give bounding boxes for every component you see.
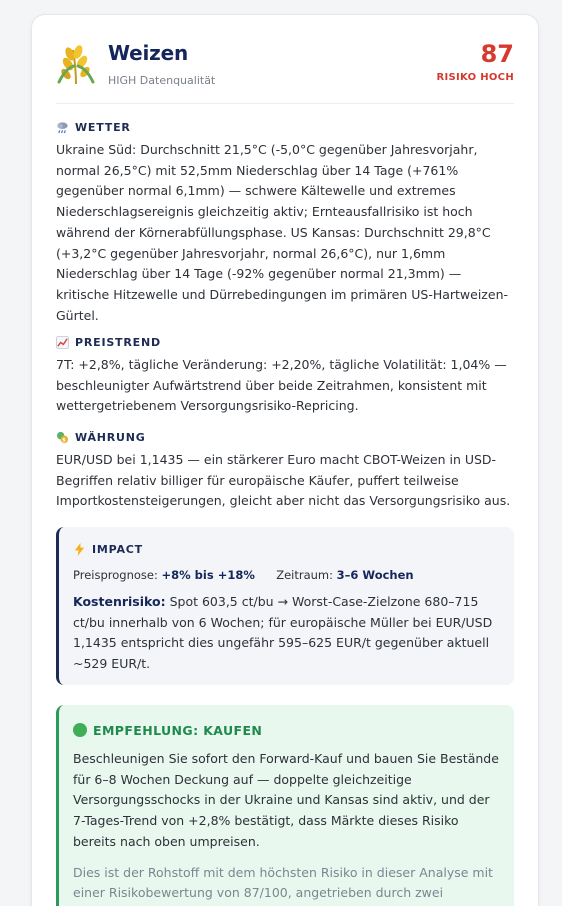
impact-forecast-line: [73, 568, 500, 586]
forecast-label: Preisprognose:: [73, 568, 158, 582]
card-header: [56, 15, 514, 104]
wheat-icon: [56, 42, 96, 86]
chart-up-icon: [56, 336, 69, 349]
recommendation-title: [73, 721, 500, 739]
green-circle-icon: [73, 723, 87, 737]
currency-text: EUR/USD bei 1,1435 — ein stärkerer Euro macht CBOT-Weizen in USD-Begriffen relativ billiger für europäische Käufer, puffert teilweise Importkostensteigerungen, gleicht aber nicht das Versorgungsrisiko aus.: [56, 452, 511, 509]
rain-cloud-icon: [56, 121, 69, 134]
timeframe-label: Zeitraum:: [276, 568, 333, 582]
lightning-icon: [73, 543, 86, 556]
currency-title-label: WÄHRUNG: [75, 430, 146, 444]
weather-title: [56, 119, 514, 135]
cost-risk-label: Kostenrisiko:: [73, 594, 166, 609]
card-content: [56, 15, 514, 901]
currency-title: [56, 429, 514, 445]
cost-risk: [73, 592, 500, 675]
price-section: [56, 334, 514, 417]
impact-title-label: IMPACT: [92, 542, 143, 556]
commodity-card: [31, 14, 539, 906]
impact-box: [56, 527, 514, 685]
forecast-value: +8% bis +18%: [161, 568, 255, 582]
recommendation-box: [56, 705, 514, 906]
commodity-name: Weizen: [108, 41, 189, 65]
data-quality-label: HIGH Datenqualität: [108, 74, 216, 87]
svg-text:$: $: [62, 437, 67, 444]
price-title: [56, 334, 514, 350]
price-title-label: PREISTREND: [75, 335, 161, 349]
recommendation-note: Dies ist der Rohstoff mit dem höchsten Risiko in dieser Analyse mit einer Risikobewertung von 87/100, angetrieben durch zwei: [73, 864, 493, 901]
timeframe-value: 3–6 Wochen: [336, 568, 414, 582]
currency-exchange-icon: [56, 431, 69, 444]
weather-text: Ukraine Süd: Durchschnitt 21,5°C (-5,0°C gegenüber Jahresvorjahr, normal 26,5°C) mit 52,5mm Niederschlag über 14 Tage (+761% gegenüber normal 6,1mm) — schwere Kältewelle und extremes Niederschlagsereignis gleichzeitig aktiv; Ernteausfallrisiko ist hoch während der Körnerabfüllungsphase. US Kansas: Durchschnitt 29,8°C (+3,2°C gegenüber Jahresvorjahr, normal 26,6°C), nur 1,6mm Niederschlag über 14 Tage (-92% gegenüber normal 21,3mm) — kritische Hitzewelle und Dürrebedingungen im primären US-Hartweizen-Gürtel.: [56, 142, 508, 323]
recommendation-title-label: EMPFEHLUNG: KAUFEN: [93, 722, 263, 738]
weather-section: [56, 119, 514, 326]
cost-risk-text: Spot 603,5 ct/bu → Worst-Case-Zielzone 680–715 ct/bu innerhalb von 6 Wochen; für europäische Müller bei EUR/USD 1,1435 entspricht dies ungefähr 595–625 EUR/t gegenüber aktuell ~529 EUR/t.: [73, 594, 493, 672]
weather-title-label: WETTER: [75, 120, 131, 134]
risk-score: 87: [480, 40, 514, 68]
currency-section: [56, 429, 514, 512]
risk-level-label: RISIKO HOCH: [436, 72, 514, 83]
impact-title: [73, 541, 500, 557]
price-text: 7T: +2,8%, tägliche Veränderung: +2,20%, tägliche Volatilität: 1,04% — beschleunigter Aufwärtstrend über beide Zeitrahmen, konsistent mit wettergetriebenem Versorgungsrisiko-Repricing.: [56, 357, 507, 414]
recommendation-text: Beschleunigen Sie sofort den Forward-Kauf und bauen Sie Bestände für 6–8 Wochen Deckung auf — doppelte gleichzeitige Versorgungsschocks in der Ukraine und Kansas sind aktiv, und der 7-Tages-Trend von +2,8% bestätigt, dass Märkte dieses Risiko bereits nach oben umpreisen.: [73, 751, 499, 849]
